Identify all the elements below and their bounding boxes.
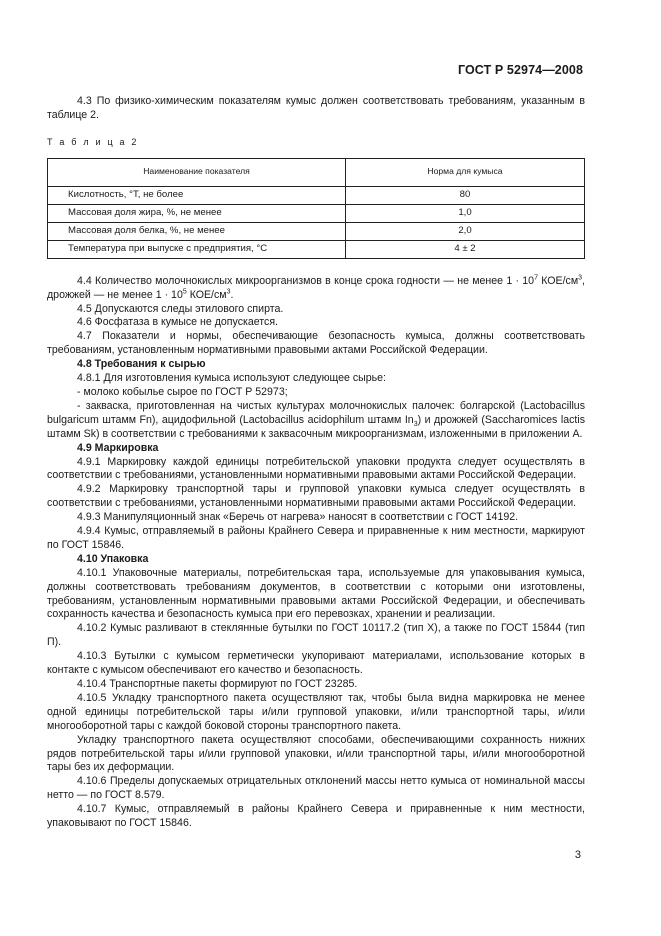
paragraph-4-10-5-continued: Укладку транспортного пакета осуществляют способами, обеспечивающими сохранность нижних рядов потребительской тары и/или групповой упаковки, и/или транспортной тары, и/или многооборотной тары без их деформации.: [47, 733, 585, 774]
paragraph-4-9-4: 4.9.4 Кумыс, отправляемый в районы Крайнего Севера и приравненные к ним местности, маркируют по ГОСТ 15846.: [47, 525, 585, 551]
paragraph-4-8-1: 4.8.1 Для изготовления кумыса используют следующее сырье:: [77, 372, 386, 385]
paragraph-4-10-6: 4.10.6 Пределы допускаемых отрицательных отклонений массы нетто кумыса от номинальной массы нетто — по ГОСТ 8.579.: [47, 775, 585, 802]
table-cell-norm: 4 ± 2: [346, 240, 585, 258]
paragraph-4-10-5: 4.10.5 Укладку транспортного пакета осуществляют так, чтобы была видна маркировка не менее одной единицы потребительской тары и/или групповой упаковки, и/или транспортной тары, и/или многооборотной тары с каждой боковой стороны транспортного пакета.: [47, 691, 585, 732]
table-cell-indicator: Массовая доля жира, %, не менее: [48, 204, 346, 222]
table-cell-norm: 2,0: [346, 222, 585, 240]
paragraph-4-7: 4.7 Показатели и нормы, обеспечивающие безопасность кумыса, должны соответствовать требованиям, установленным нормативными правовыми актами Российской Федерации.: [47, 330, 585, 357]
table-row: [48, 204, 585, 222]
paragraph-4-10-1: 4.10.1 Упаковочные материалы, потребительская тара, используемые для упаковывания кумыса, должны соответствовать требованиям документов, в соответствии с которыми они изготовлены, требованиям, установленным нормативными правовыми актами Российской Федерации, и обеспечивать сохранность качества и безопасность кумыса при его перевозках, хранении и реализации.: [47, 566, 585, 621]
paragraph-4-9-3: 4.9.3 Манипуляционный знак «Беречь от нагрева» наносят в соответствии с ГОСТ 14192.: [77, 511, 519, 524]
table-cell-indicator: Температура при выпуске с предприятия, °С: [48, 240, 346, 258]
section-heading-4-8: 4.8 Требования к сырью: [77, 358, 206, 371]
list-item: - молоко кобылье сырое по ГОСТ Р 52973;: [77, 385, 288, 398]
table-caption: Т а б л и ц а 2: [47, 136, 139, 147]
paragraph-4-5: 4.5 Допускаются следы этилового спирта.: [77, 302, 284, 315]
document-code: ГОСТ Р 52974—2008: [457, 63, 583, 77]
paragraph-4-10-2: 4.10.2 Кумыс разливают в стеклянные бутылки по ГОСТ 10117.2 (тип X), а также по ГОСТ 15844 (тип П).: [47, 622, 585, 649]
paragraph-4-9-2: 4.9.2 Маркировку транспортной тары и групповой упаковки кумыса следует осуществлять в соответствии с требованиями, установленными нормативными правовыми актами Российской Федерации.: [47, 483, 585, 510]
section-heading-4-9: 4.9 Маркировка: [77, 441, 159, 454]
table-row: [48, 222, 585, 240]
paragraph-4-10-3: 4.10.3 Бутылки с кумысом герметически укупоривают материалами, использование которых в контакте с кумысом обеспечивают его качество и безопасность.: [47, 650, 585, 677]
list-item: - закваска, приготовленная на чистых культурах молочнокислых палочек: болгарской (Lactobacillus bulgaricum штамм Fn), ацидофильной (Lactobacillus acidophilum штамм $In_3$) и дрожжей (Saccharomices lactis штамм Sk) в соответствии с требованиями к заквасочным микроорганизмам, изложенными в приложении А.: [47, 399, 585, 440]
paragraph-4-4: 4.4 Количество молочнокислых микроорганизмов в конце срока годности — не менее $1 \cdot 10^7$ КОЕ/$см^3$, дрожжей — не менее $1 \cdot 10^5$ КОЕ/$см^3$.: [47, 274, 585, 301]
table-row: [48, 186, 585, 204]
paragraph-4-9-1: 4.9.1 Маркировку каждой единицы потребительской упаковки продукта следует осуществлять в соответствии с требованиями, установленными нормативными правовыми актами Российской Федерации.: [47, 455, 585, 482]
paragraph-4-6: 4.6 Фосфатаза в кумысе не допускается.: [77, 316, 278, 329]
table-header-norm: Норма для кумыса: [346, 158, 585, 186]
table-row: [48, 240, 585, 258]
page-number: 3: [574, 849, 581, 861]
table-cell-norm: 80: [346, 186, 585, 204]
table-header-indicator: Наименование показателя: [48, 158, 346, 186]
section-heading-4-10: 4.10 Упаковка: [77, 552, 149, 565]
paragraph-4-10-7: 4.10.7 Кумыс, отправляемый в районы Крайнего Севера и приравненные к ним местности, упаковывают по ГОСТ 15846.: [47, 803, 585, 830]
table-header-row: [48, 158, 585, 186]
paragraph-4-10-4: 4.10.4 Транспортные пакеты формируют по ГОСТ 23285.: [77, 678, 358, 690]
paragraph-4-3: 4.3 По физико-химическим показателям кумыс должен соответствовать требованиям, указанным в таблице 2.: [47, 95, 585, 121]
table-cell-indicator: Кислотность, °Т, не более: [48, 186, 346, 204]
requirements-table: [47, 158, 585, 259]
table-cell-indicator: Массовая доля белка, %, не менее: [48, 222, 346, 240]
document-body: [47, 95, 585, 831]
table-cell-norm: 1,0: [346, 204, 585, 222]
